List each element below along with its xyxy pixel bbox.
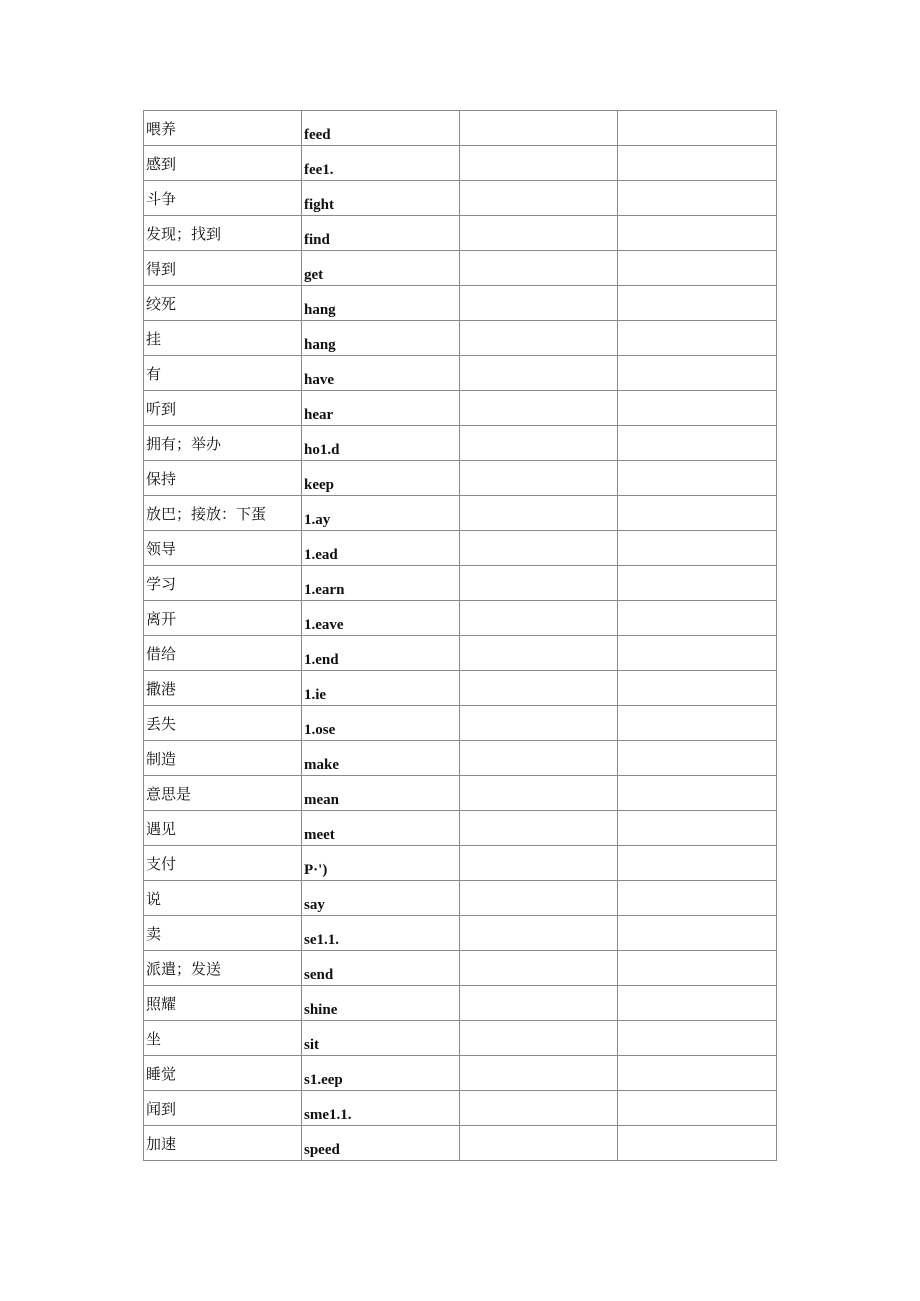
table-row — [144, 881, 777, 916]
blank-cell — [460, 1021, 618, 1056]
blank-cell — [460, 741, 618, 776]
table-row — [144, 601, 777, 636]
table-row — [144, 496, 777, 531]
table-row — [144, 356, 777, 391]
blank-cell — [618, 706, 777, 741]
english-word-cell: find — [302, 216, 460, 251]
blank-cell — [618, 146, 777, 181]
english-word-cell: mean — [302, 776, 460, 811]
table-row — [144, 426, 777, 461]
blank-cell — [460, 461, 618, 496]
blank-cell — [618, 251, 777, 286]
english-word-cell: 1.ie — [302, 671, 460, 706]
table-row — [144, 706, 777, 741]
chinese-meaning-cell: 丢失 — [144, 706, 302, 741]
english-word-cell: 1.ay — [302, 496, 460, 531]
chinese-meaning-cell: 坐 — [144, 1021, 302, 1056]
blank-cell — [460, 1091, 618, 1126]
table-row — [144, 636, 777, 671]
chinese-meaning-cell: 喂养 — [144, 111, 302, 146]
blank-cell — [460, 426, 618, 461]
blank-cell — [618, 986, 777, 1021]
blank-cell — [618, 461, 777, 496]
table-row — [144, 811, 777, 846]
english-word-cell: 1.end — [302, 636, 460, 671]
chinese-meaning-cell: 撒港 — [144, 671, 302, 706]
blank-cell — [618, 916, 777, 951]
blank-cell — [618, 1126, 777, 1161]
blank-cell — [460, 251, 618, 286]
blank-cell — [618, 356, 777, 391]
english-word-cell: 1.ose — [302, 706, 460, 741]
table-row — [144, 951, 777, 986]
blank-cell — [618, 671, 777, 706]
blank-cell — [618, 846, 777, 881]
blank-cell — [460, 636, 618, 671]
chinese-meaning-cell: 保持 — [144, 461, 302, 496]
blank-cell — [460, 601, 618, 636]
table-row — [144, 461, 777, 496]
blank-cell — [460, 181, 618, 216]
chinese-meaning-cell: 听到 — [144, 391, 302, 426]
blank-cell — [460, 951, 618, 986]
table-row — [144, 251, 777, 286]
english-word-cell: ho1.d — [302, 426, 460, 461]
chinese-meaning-cell: 学习 — [144, 566, 302, 601]
table-row — [144, 531, 777, 566]
table-row — [144, 776, 777, 811]
english-word-cell: fight — [302, 181, 460, 216]
english-word-cell: hang — [302, 286, 460, 321]
blank-cell — [618, 426, 777, 461]
blank-cell — [460, 671, 618, 706]
blank-cell — [460, 286, 618, 321]
chinese-meaning-cell: 领导 — [144, 531, 302, 566]
blank-cell — [618, 1091, 777, 1126]
blank-cell — [618, 1021, 777, 1056]
blank-cell — [460, 496, 618, 531]
table-row — [144, 1056, 777, 1091]
vocabulary-table-body — [144, 111, 777, 1161]
blank-cell — [460, 531, 618, 566]
english-word-cell: keep — [302, 461, 460, 496]
table-row — [144, 671, 777, 706]
blank-cell — [460, 356, 618, 391]
chinese-meaning-cell: 有 — [144, 356, 302, 391]
table-row — [144, 286, 777, 321]
chinese-meaning-cell: 感到 — [144, 146, 302, 181]
table-row — [144, 846, 777, 881]
table-row — [144, 741, 777, 776]
blank-cell — [460, 391, 618, 426]
english-word-cell: have — [302, 356, 460, 391]
chinese-meaning-cell: 遇见 — [144, 811, 302, 846]
english-word-cell: fee1. — [302, 146, 460, 181]
chinese-meaning-cell: 支付 — [144, 846, 302, 881]
english-word-cell: shine — [302, 986, 460, 1021]
blank-cell — [618, 531, 777, 566]
table-row — [144, 321, 777, 356]
blank-cell — [460, 1056, 618, 1091]
blank-cell — [460, 706, 618, 741]
chinese-meaning-cell: 发现；找到 — [144, 216, 302, 251]
chinese-meaning-cell: 斗争 — [144, 181, 302, 216]
blank-cell — [460, 216, 618, 251]
english-word-cell: feed — [302, 111, 460, 146]
table-row — [144, 181, 777, 216]
blank-cell — [618, 776, 777, 811]
chinese-meaning-cell: 意思是 — [144, 776, 302, 811]
blank-cell — [618, 391, 777, 426]
blank-cell — [618, 181, 777, 216]
chinese-meaning-cell: 拥有；举办 — [144, 426, 302, 461]
chinese-meaning-cell: 挂 — [144, 321, 302, 356]
blank-cell — [618, 111, 777, 146]
table-row — [144, 566, 777, 601]
blank-cell — [618, 951, 777, 986]
chinese-meaning-cell: 放巴；接放：下蛋 — [144, 496, 302, 531]
blank-cell — [460, 1126, 618, 1161]
table-row — [144, 216, 777, 251]
table-row — [144, 146, 777, 181]
table-row — [144, 916, 777, 951]
english-word-cell: sit — [302, 1021, 460, 1056]
english-word-cell: get — [302, 251, 460, 286]
blank-cell — [618, 321, 777, 356]
chinese-meaning-cell: 借给 — [144, 636, 302, 671]
english-word-cell: speed — [302, 1126, 460, 1161]
blank-cell — [460, 776, 618, 811]
chinese-meaning-cell: 离开 — [144, 601, 302, 636]
english-word-cell: send — [302, 951, 460, 986]
blank-cell — [618, 601, 777, 636]
english-word-cell: 1.earn — [302, 566, 460, 601]
blank-cell — [618, 286, 777, 321]
chinese-meaning-cell: 绞死 — [144, 286, 302, 321]
table-row — [144, 1091, 777, 1126]
blank-cell — [618, 881, 777, 916]
chinese-meaning-cell: 制造 — [144, 741, 302, 776]
english-word-cell: se1.1. — [302, 916, 460, 951]
english-word-cell: P·') — [302, 846, 460, 881]
blank-cell — [460, 146, 618, 181]
blank-cell — [618, 216, 777, 251]
table-row — [144, 391, 777, 426]
chinese-meaning-cell: 卖 — [144, 916, 302, 951]
english-word-cell: 1.eave — [302, 601, 460, 636]
blank-cell — [460, 811, 618, 846]
blank-cell — [618, 811, 777, 846]
table-row — [144, 1126, 777, 1161]
blank-cell — [618, 636, 777, 671]
blank-cell — [618, 741, 777, 776]
chinese-meaning-cell: 闻到 — [144, 1091, 302, 1126]
chinese-meaning-cell: 派遣；发送 — [144, 951, 302, 986]
english-word-cell: hang — [302, 321, 460, 356]
english-word-cell: 1.ead — [302, 531, 460, 566]
table-row — [144, 1021, 777, 1056]
blank-cell — [460, 986, 618, 1021]
english-word-cell: make — [302, 741, 460, 776]
english-word-cell: s1.eep — [302, 1056, 460, 1091]
blank-cell — [460, 321, 618, 356]
blank-cell — [460, 846, 618, 881]
blank-cell — [618, 496, 777, 531]
blank-cell — [618, 566, 777, 601]
chinese-meaning-cell: 得到 — [144, 251, 302, 286]
chinese-meaning-cell: 照耀 — [144, 986, 302, 1021]
chinese-meaning-cell: 睡觉 — [144, 1056, 302, 1091]
english-word-cell: say — [302, 881, 460, 916]
english-word-cell: meet — [302, 811, 460, 846]
blank-cell — [460, 916, 618, 951]
blank-cell — [460, 881, 618, 916]
table-row — [144, 111, 777, 146]
english-word-cell: sme1.1. — [302, 1091, 460, 1126]
blank-cell — [460, 111, 618, 146]
chinese-meaning-cell: 加速 — [144, 1126, 302, 1161]
blank-cell — [618, 1056, 777, 1091]
blank-cell — [460, 566, 618, 601]
english-word-cell: hear — [302, 391, 460, 426]
vocabulary-table — [143, 110, 777, 1161]
chinese-meaning-cell: 说 — [144, 881, 302, 916]
table-row — [144, 986, 777, 1021]
